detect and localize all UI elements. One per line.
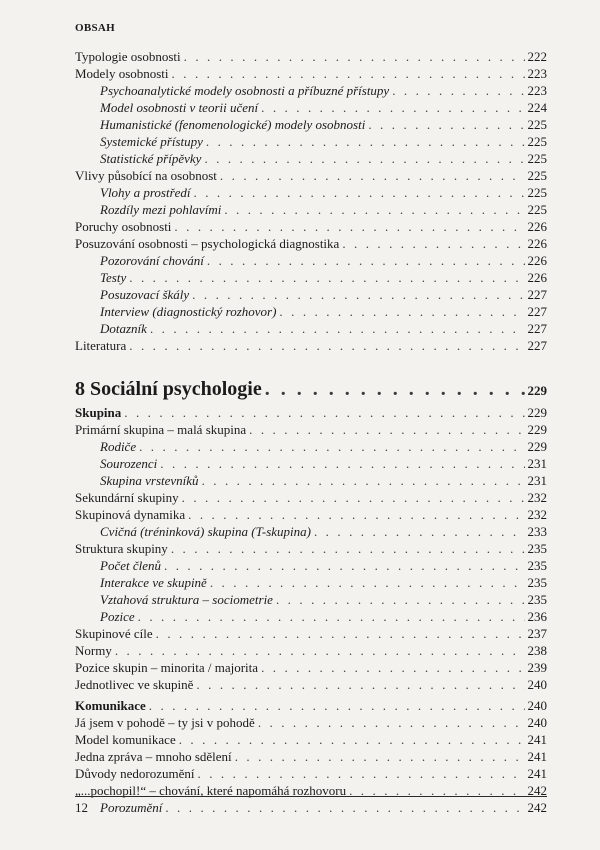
toc-leader-dots xyxy=(129,337,524,354)
toc-entry-title: Interview (diagnostický rozhovor) xyxy=(100,304,277,319)
toc-entry-title: Pozice skupin – minorita / majorita xyxy=(75,660,259,675)
toc-entry-title: Posuzování osobnosti – psychologická diagnostika xyxy=(75,236,340,251)
toc-entry-page: 235 xyxy=(527,558,547,573)
toc-subentry xyxy=(75,574,547,591)
toc-entry xyxy=(75,404,547,421)
toc-leader-dots xyxy=(342,235,524,252)
toc-entry-title: Interakce ve skupině xyxy=(100,575,207,590)
toc-subentry xyxy=(75,82,547,99)
toc-entry xyxy=(75,765,547,782)
toc-leader-dots xyxy=(171,540,525,557)
toc-entry-page: 222 xyxy=(527,49,547,64)
toc-entry-page: 242 xyxy=(527,783,547,798)
toc-entry-title: Cvičná (tréninková) skupina (T-skupina) xyxy=(100,524,311,539)
toc-subentry xyxy=(75,523,547,540)
toc-subentry xyxy=(75,472,547,489)
toc-leader-dots xyxy=(265,374,525,404)
toc-entry-title: Literatura xyxy=(75,338,127,353)
toc-entry-page: 241 xyxy=(527,732,547,747)
toc-leader-dots xyxy=(160,455,524,472)
toc-entry-title: Model osobnosti v teorii učení xyxy=(100,100,259,115)
toc-spacer xyxy=(75,354,547,374)
toc-subentry xyxy=(75,133,547,150)
toc-entry-page: 225 xyxy=(527,151,547,166)
toc-entry-page: 235 xyxy=(527,575,547,590)
toc-entry-title: Typologie osobnosti xyxy=(75,49,181,64)
toc-entry-title: Dotazník xyxy=(100,321,147,336)
toc-entry-title: Skupina xyxy=(75,405,122,420)
toc-entry-page: 225 xyxy=(527,168,547,183)
toc-entry-page: 224 xyxy=(527,100,547,115)
toc-entry-title: Sekundární skupiny xyxy=(75,490,179,505)
toc-entry-page: 240 xyxy=(527,677,547,692)
toc-subentry xyxy=(75,116,547,133)
toc-leader-dots xyxy=(224,201,524,218)
toc-leader-dots xyxy=(174,218,524,235)
toc-leader-dots xyxy=(220,167,525,184)
toc-subentry xyxy=(75,184,547,201)
toc-entry-page: 226 xyxy=(527,236,547,251)
toc-leader-dots xyxy=(192,286,524,303)
toc-entry xyxy=(75,48,547,65)
toc-entry-page: 223 xyxy=(527,66,547,81)
toc-entry-page: 225 xyxy=(527,134,547,149)
toc-entry xyxy=(75,540,547,557)
toc-entry xyxy=(75,421,547,438)
toc-entry-title: Modely osobnosti xyxy=(75,66,169,81)
toc-entry xyxy=(75,167,547,184)
toc-entry-page: 241 xyxy=(527,766,547,781)
toc-entry-page: 239 xyxy=(527,660,547,675)
toc-entry-title: Porozumění xyxy=(100,800,163,815)
toc-entry-page: 242 xyxy=(527,800,547,815)
toc-entry-page: 227 xyxy=(527,338,547,353)
toc-leader-dots xyxy=(206,133,525,150)
toc-entry-page: 231 xyxy=(527,473,547,488)
toc-entry-title: Statistické přípěvky xyxy=(100,151,202,166)
toc-leader-dots xyxy=(279,303,524,320)
toc-entry-page: 227 xyxy=(527,304,547,319)
toc-entry-title: Vztahová struktura – sociometrie xyxy=(100,592,273,607)
toc-entry-title: Počet členů xyxy=(100,558,161,573)
toc-entry-page: 241 xyxy=(527,749,547,764)
toc-entry xyxy=(75,625,547,642)
toc-entry-page: 240 xyxy=(527,715,547,730)
footer-rule xyxy=(75,796,547,797)
toc-leader-dots xyxy=(124,404,524,421)
toc-subentry xyxy=(75,252,547,269)
toc-subentry xyxy=(75,269,547,286)
toc-leader-dots xyxy=(204,150,524,167)
toc-entry-page: 225 xyxy=(527,202,547,217)
toc-entry xyxy=(75,489,547,506)
toc-entry-title: Systemické přístupy xyxy=(100,134,203,149)
toc-entry-title: Testy xyxy=(100,270,127,285)
toc-entry-title: Poruchy osobnosti xyxy=(75,219,172,234)
toc-entry-title: Skupina vrstevníků xyxy=(100,473,199,488)
toc-entry-page: 227 xyxy=(527,287,547,302)
toc-entry-title: Primární skupina – malá skupina xyxy=(75,422,247,437)
toc-subentry xyxy=(75,557,547,574)
toc-entry-title: Sourozenci xyxy=(100,456,158,471)
toc-leader-dots xyxy=(165,799,524,816)
toc-subentry xyxy=(75,608,547,625)
toc-entry xyxy=(75,218,547,235)
toc-entry-title: „...pochopil!“ – chování, které napomáhá rozhovoru xyxy=(75,783,347,798)
toc-entry-title: Model komunikace xyxy=(75,732,176,747)
toc-leader-dots xyxy=(188,506,524,523)
toc-subentry xyxy=(75,455,547,472)
toc-leader-dots xyxy=(261,659,524,676)
toc-leader-dots xyxy=(179,731,525,748)
toc-entry-title: 8 Sociální psychologie xyxy=(75,378,262,400)
toc-entry-page: 229 xyxy=(527,383,547,398)
toc-entry-page: 232 xyxy=(527,490,547,505)
toc-subentry xyxy=(75,438,547,455)
toc-leader-dots xyxy=(210,574,525,591)
toc-entry-title: Vlohy a prostředí xyxy=(100,185,191,200)
toc-leader-dots xyxy=(368,116,524,133)
toc-entry-title: Důvody nedorozumění xyxy=(75,766,195,781)
toc-leader-dots xyxy=(156,625,525,642)
toc-subentry xyxy=(75,591,547,608)
toc-leader-dots xyxy=(184,48,525,65)
toc-entry xyxy=(75,714,547,731)
toc-entry-page: 236 xyxy=(527,609,547,624)
toc-entry-title: Pozorování chování xyxy=(100,253,204,268)
toc-chapter xyxy=(75,374,547,404)
toc-subentry xyxy=(75,286,547,303)
toc-leader-dots xyxy=(276,591,525,608)
toc-entry xyxy=(75,235,547,252)
toc-entry-page: 237 xyxy=(527,626,547,641)
toc-leader-dots xyxy=(258,714,525,731)
toc-entry-title: Humanistické (fenomenologické) modely osobnosti xyxy=(100,117,366,132)
toc-leader-dots xyxy=(235,748,525,765)
toc-entry-page: 235 xyxy=(527,592,547,607)
toc-entry-page: 225 xyxy=(527,185,547,200)
toc-entry-title: Psychoanalytické modely osobnosti a příbuzné přístupy xyxy=(100,83,390,98)
toc-subentry xyxy=(75,799,547,816)
toc-entry-page: 229 xyxy=(527,422,547,437)
toc-leader-dots xyxy=(198,765,525,782)
toc-leader-dots xyxy=(207,252,525,269)
toc-entry xyxy=(75,731,547,748)
toc-entry-page: 229 xyxy=(527,439,547,454)
table-of-contents xyxy=(75,48,547,816)
toc-leader-dots xyxy=(150,320,525,337)
running-header: OBSAH xyxy=(75,22,116,34)
toc-subentry xyxy=(75,320,547,337)
toc-entry-page: 226 xyxy=(527,253,547,268)
toc-entry xyxy=(75,748,547,765)
toc-entry xyxy=(75,676,547,693)
toc-entry-page: 226 xyxy=(527,270,547,285)
toc-entry-title: Rozdíly mezi pohlavími xyxy=(100,202,222,217)
toc-entry xyxy=(75,697,547,714)
toc-entry-title: Komunikace xyxy=(75,698,146,713)
toc-leader-dots xyxy=(314,523,525,540)
toc-entry-page: 223 xyxy=(527,83,547,98)
toc-subentry xyxy=(75,99,547,116)
toc-leader-dots xyxy=(138,608,525,625)
toc-entry-title: Pozice xyxy=(100,609,135,624)
toc-leader-dots xyxy=(261,99,524,116)
toc-entry-title: Jedna zpráva – mnoho sdělení xyxy=(75,749,232,764)
toc-leader-dots xyxy=(139,438,524,455)
toc-entry-title: Já jsem v pohodě – ty jsi v pohodě xyxy=(75,715,255,730)
toc-entry-title: Vlivy působící na osobnost xyxy=(75,168,217,183)
toc-entry-title: Rodiče xyxy=(100,439,137,454)
toc-leader-dots xyxy=(202,472,525,489)
toc-leader-dots xyxy=(149,697,525,714)
toc-leader-dots xyxy=(115,642,525,659)
toc-entry-page: 231 xyxy=(527,456,547,471)
toc-entry-title: Normy xyxy=(75,643,112,658)
toc-subentry xyxy=(75,150,547,167)
toc-leader-dots xyxy=(172,65,525,82)
toc-entry-title: Struktura skupiny xyxy=(75,541,168,556)
toc-entry xyxy=(75,506,547,523)
toc-entry-title: Jednotlivec ve skupině xyxy=(75,677,194,692)
toc-entry-page: 233 xyxy=(527,524,547,539)
toc-entry xyxy=(75,337,547,354)
toc-leader-dots xyxy=(129,269,524,286)
page-number: 12 xyxy=(75,800,88,815)
toc-entry-page: 225 xyxy=(527,117,547,132)
toc-entry-title: Posuzovací škály xyxy=(100,287,190,302)
toc-entry xyxy=(75,659,547,676)
toc-entry-title: Skupinové cíle xyxy=(75,626,153,641)
toc-entry-title: Skupinová dynamika xyxy=(75,507,186,522)
toc-entry-page: 232 xyxy=(527,507,547,522)
toc-leader-dots xyxy=(249,421,524,438)
toc-entry-page: 238 xyxy=(527,643,547,658)
toc-subentry xyxy=(75,303,547,320)
toc-entry xyxy=(75,642,547,659)
toc-leader-dots xyxy=(164,557,525,574)
toc-entry-page: 229 xyxy=(527,405,547,420)
toc-subentry xyxy=(75,201,547,218)
toc-entry-page: 227 xyxy=(527,321,547,336)
toc-leader-dots xyxy=(196,676,524,693)
toc-entry xyxy=(75,65,547,82)
toc-leader-dots xyxy=(194,184,525,201)
toc-leader-dots xyxy=(392,82,524,99)
toc-entry-page: 226 xyxy=(527,219,547,234)
toc-leader-dots xyxy=(182,489,525,506)
toc-entry-page: 235 xyxy=(527,541,547,556)
toc-entry-page: 240 xyxy=(527,698,547,713)
